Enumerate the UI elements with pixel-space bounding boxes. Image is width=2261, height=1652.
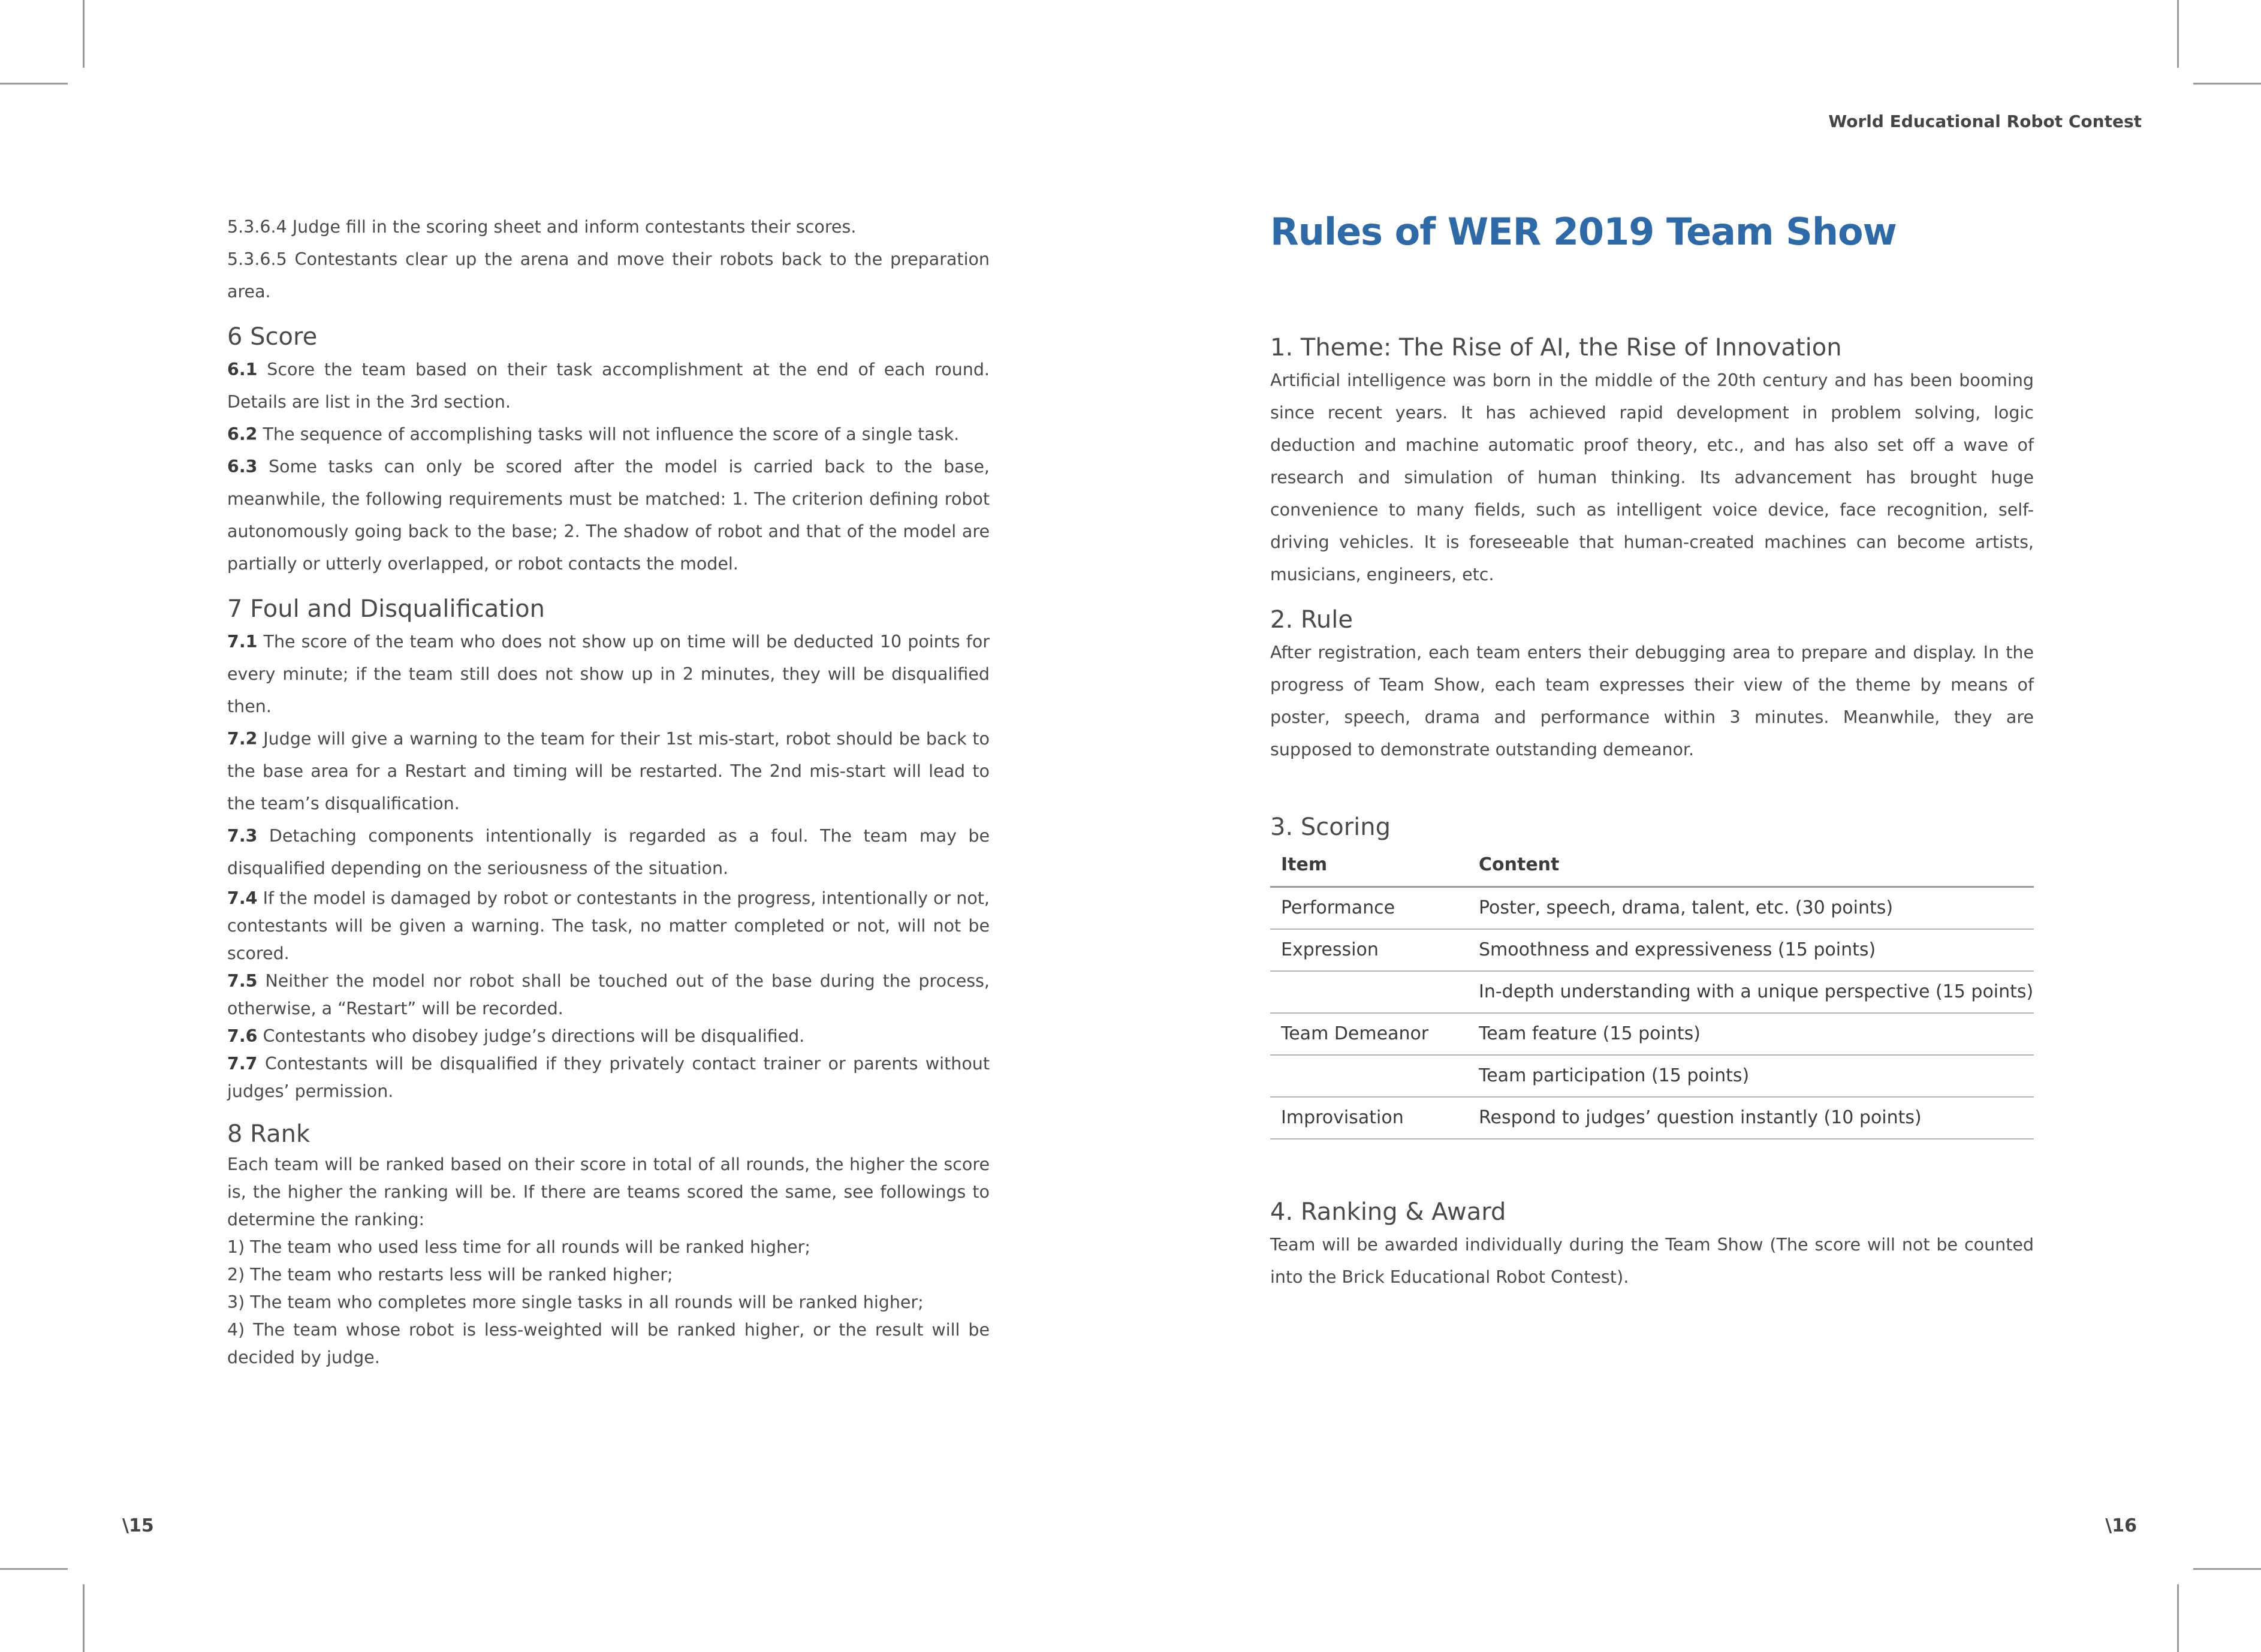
item-number: 6.3 [227, 457, 258, 477]
item-text: Score the team based on their task accomplishment at the end of each round. Details are list in the 3rd section. [227, 360, 990, 412]
table-header-row [1270, 844, 2034, 887]
award-body: Team will be awarded individually during the Team Show (The score will not be counted into the Brick Educational Robot Contest). [1270, 1235, 2034, 1287]
item-number: 7.6 [227, 1026, 258, 1046]
table-row [1270, 1097, 2034, 1139]
foul-item [227, 885, 990, 967]
crop-mark [83, 1584, 85, 1652]
page-title: Rules of WER 2019 Team Show [1270, 210, 1897, 254]
section-heading-theme: 1. Theme: The Rise of AI, the Rise of Innovation [1270, 334, 1842, 361]
award-section [1270, 1195, 2034, 1294]
column-header: Content [1468, 844, 2034, 887]
table-cell: Smoothness and expressiveness (15 points) [1468, 929, 2034, 971]
theme-section [1270, 331, 2034, 591]
rank-item: 1) The team who used less time for all rounds will be ranked higher; [227, 1237, 810, 1257]
theme-body: Artificial intelligence was born in the middle of the 20th century and has been booming since recent years. It has achieved rapid development in problem solving, logic deduction and machine automatic proof theory, etc., and has also set off a wave of research and simulation of human thinking. Its advancement has brought huge convenience to many fields, such as intelligent voice device, face recognition, self-driving vehicles. It is foreseeable that human-created machines can become artists, musicians, engineers, etc. [1270, 370, 2034, 584]
item-text: The score of the team who does not show up on time will be deducted 10 points for every minute; if the team still does not show up in 2 minutes, they will be disqualified then. [227, 632, 990, 716]
item-text: Neither the model nor robot shall be touched out of the base during the process, otherwise, a “Restart” will be recorded. [227, 971, 990, 1018]
item-text: Contestants will be disqualified if they privately contact trainer or parents without judges’ permission. [227, 1054, 990, 1101]
table-row [1270, 971, 2034, 1013]
rank-item: 2) The team who restarts less will be ranked higher; [227, 1265, 673, 1285]
intro-line: 5.3.6.5 Contestants clear up the arena and move their robots back to the preparation area. [227, 249, 990, 302]
item-text: Judge will give a warning to the team for their 1st mis-start, robot should be back to the base area for a Restart and timing will be restarted. The 2nd mis-start will lead to the team’s disqualification. [227, 729, 990, 813]
section-heading-rank: 8 Rank [227, 1120, 310, 1148]
item-number: 7.2 [227, 729, 258, 749]
item-number: 7.1 [227, 632, 258, 652]
section-heading-foul: 7 Foul and Disqualification [227, 595, 545, 623]
section-heading-score: 6 Score [227, 323, 318, 351]
foul-item [227, 626, 990, 723]
item-text: Detaching components intentionally is regarded as a foul. The team may be disqualified depending on the seriousness of the situation. [227, 826, 990, 878]
table-cell [1270, 971, 1468, 1013]
rank-item: 4) The team whose robot is less-weighted will be ranked higher, or the result will be decided by judge. [227, 1320, 990, 1367]
section-heading-award: 4. Ranking & Award [1270, 1198, 1506, 1226]
table-cell: Improvisation [1270, 1097, 1468, 1139]
scoring-table [1270, 844, 2034, 1139]
item-text: The sequence of accomplishing tasks will not influence the score of a single task. [257, 424, 960, 444]
foul-item [227, 1023, 990, 1050]
table-row [1270, 929, 2034, 971]
running-header: World Educational Robot Contest [1828, 111, 2142, 131]
table-cell: Performance [1270, 887, 1468, 930]
table-cell: Respond to judges’ question instantly (10 points) [1468, 1097, 2034, 1139]
intro-line: 5.3.6.4 Judge fill in the scoring sheet and inform contestants their scores. [227, 217, 857, 237]
item-number: 7.4 [227, 888, 258, 908]
left-page-content [227, 211, 990, 1371]
foul-item [227, 1050, 990, 1105]
crop-mark [2177, 1584, 2179, 1652]
page-number-left: \15 [122, 1515, 154, 1536]
foul-item [227, 820, 990, 885]
table-cell: Expression [1270, 929, 1468, 971]
crop-mark [83, 0, 85, 68]
table-cell [1270, 1055, 1468, 1097]
crop-mark [2193, 83, 2261, 85]
item-number: 7.3 [227, 826, 258, 846]
table-cell: In-depth understanding with a unique perspective (15 points) [1468, 971, 2034, 1013]
table-cell: Team feature (15 points) [1468, 1013, 2034, 1055]
table-row [1270, 1013, 2034, 1055]
item-number: 6.2 [227, 424, 258, 444]
table-cell: Team Demeanor [1270, 1013, 1468, 1055]
column-header: Item [1270, 844, 1468, 887]
item-number: 7.5 [227, 971, 258, 991]
rule-body: After registration, each team enters their debugging area to prepare and display. In the progress of Team Show, each team expresses their view of the theme by means of poster, speech, drama and performance within 3 minutes. Meanwhile, they are supposed to demonstrate outstanding demeanor. [1270, 643, 2034, 759]
score-item [227, 451, 990, 580]
section-heading-scoring: 3. Scoring [1270, 813, 1391, 841]
score-item [227, 354, 990, 418]
score-item [227, 418, 990, 451]
rank-item: 3) The team who completes more single tasks in all rounds will be ranked higher; [227, 1292, 924, 1312]
table-row [1270, 887, 2034, 930]
item-number: 7.7 [227, 1054, 258, 1074]
item-text: Contestants who disobey judge’s directions will be disqualified. [257, 1026, 805, 1046]
item-text: Some tasks can only be scored after the model is carried back to the base, meanwhile, the following requirements must be matched: 1. The criterion defining robot autonomously going back to the base; 2. The shadow of robot and that of the model are partially or utterly overlapped, or robot contacts the model. [227, 457, 990, 574]
item-number: 6.1 [227, 360, 258, 379]
crop-mark [2193, 1568, 2261, 1570]
item-text: If the model is damaged by robot or contestants in the progress, intentionally or not, contestants will be given a warning. The task, no matter completed or not, will not be scored. [227, 888, 990, 963]
crop-mark [0, 83, 68, 85]
crop-mark [2177, 0, 2179, 68]
table-row [1270, 1055, 2034, 1097]
scoring-section [1270, 810, 2034, 1139]
table-cell: Poster, speech, drama, talent, etc. (30 points) [1468, 887, 2034, 930]
foul-item [227, 723, 990, 820]
crop-mark [0, 1568, 68, 1570]
rule-section [1270, 603, 2034, 766]
foul-item [227, 967, 990, 1023]
section-heading-rule: 2. Rule [1270, 606, 1353, 634]
page-number-right: \16 [2105, 1515, 2137, 1536]
rank-intro: Each team will be ranked based on their score in total of all rounds, the higher the score is, the higher the ranking will be. If there are teams scored the same, see followings to determine the ranking: [227, 1154, 990, 1229]
table-cell: Team participation (15 points) [1468, 1055, 2034, 1097]
